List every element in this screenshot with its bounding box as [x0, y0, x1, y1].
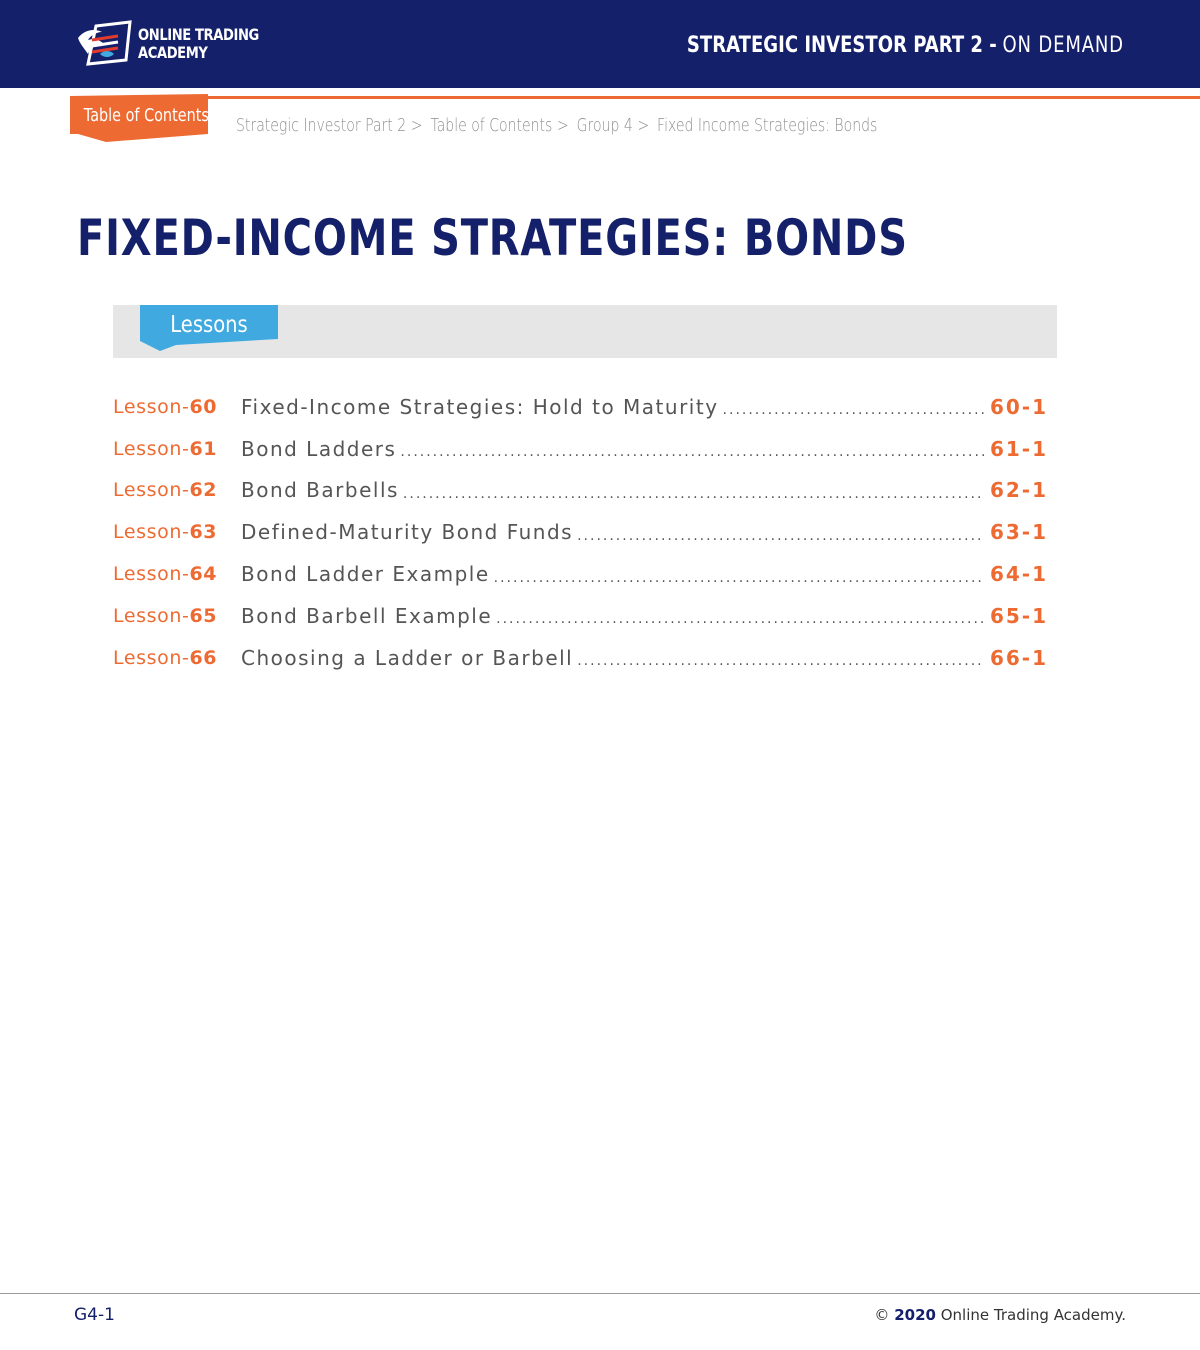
- page-title: FIXED-INCOME STRATEGIES: BONDS: [77, 209, 908, 267]
- lesson-number: 61: [189, 437, 218, 460]
- breadcrumb-item-current: Fixed Income Strategies: Bonds: [657, 115, 878, 136]
- lesson-prefix: Lesson-: [113, 479, 190, 502]
- dot-leader: [496, 604, 984, 627]
- lessons-tab: [140, 305, 278, 351]
- lesson-page-number[interactable]: 60-1: [989, 394, 1048, 419]
- lesson-number: 60: [189, 395, 218, 418]
- lesson-prefix: Lesson-: [113, 563, 190, 586]
- breadcrumb-item-toc[interactable]: Table of Contents: [430, 115, 553, 136]
- lesson-code: [113, 605, 241, 627]
- lesson-row[interactable]: [113, 637, 1048, 679]
- lesson-row[interactable]: [113, 553, 1048, 595]
- lesson-prefix: Lesson-: [113, 646, 190, 669]
- toc-tab-label: Table of Contents: [83, 105, 209, 126]
- lesson-page-number[interactable]: 62-1: [989, 478, 1048, 503]
- lesson-title[interactable]: Fixed-Income Strategies: Hold to Maturity: [241, 394, 719, 419]
- lesson-code: [113, 438, 241, 460]
- lesson-number: 63: [189, 521, 218, 544]
- lesson-prefix: Lesson-: [113, 604, 190, 627]
- lesson-title[interactable]: Bond Ladder Example: [241, 562, 490, 587]
- lesson-code: [113, 563, 241, 585]
- breadcrumb-separator: >: [637, 115, 650, 136]
- table-of-contents-tab[interactable]: [70, 94, 208, 146]
- dot-leader: [400, 437, 984, 460]
- header-bar: [0, 0, 1200, 88]
- lesson-row[interactable]: [113, 595, 1048, 637]
- lesson-number: 64: [189, 563, 218, 586]
- breadcrumb-separator: >: [410, 115, 423, 136]
- lesson-number: 66: [189, 646, 218, 669]
- lesson-page-number[interactable]: 66-1: [989, 645, 1048, 670]
- brand-name: [138, 26, 259, 62]
- course-title-bold: STRATEGIC INVESTOR PART 2 -: [687, 33, 997, 58]
- lesson-row[interactable]: [113, 511, 1048, 553]
- copyright-year: 2020: [894, 1306, 936, 1324]
- lesson-number: 62: [189, 479, 218, 502]
- lesson-title[interactable]: Bond Ladders: [241, 436, 397, 461]
- breadcrumb-separator: >: [557, 115, 569, 136]
- dot-leader: [577, 521, 984, 544]
- dot-leader: [494, 563, 984, 586]
- brand-line-1: ONLINE TRADING: [138, 25, 259, 44]
- lesson-page-number[interactable]: 64-1: [989, 562, 1048, 587]
- lesson-list: [113, 386, 1048, 679]
- lesson-code: [113, 521, 241, 543]
- lesson-title[interactable]: Bond Barbells: [241, 478, 399, 503]
- breadcrumb: [236, 113, 877, 139]
- breadcrumb-item-group[interactable]: Group 4: [576, 115, 633, 136]
- eagle-flag-icon: [74, 20, 134, 68]
- lesson-page-number[interactable]: 65-1: [989, 603, 1048, 628]
- course-title-light: ON DEMAND: [1002, 33, 1124, 58]
- footer-copyright: [874, 1304, 1126, 1326]
- footer-page-number: G4-1: [74, 1305, 115, 1325]
- dot-leader: [403, 479, 984, 502]
- lesson-code: [113, 479, 241, 501]
- lesson-number: 65: [189, 604, 218, 627]
- lesson-row[interactable]: [113, 470, 1048, 512]
- breadcrumb-item-course[interactable]: Strategic Investor Part 2: [236, 115, 407, 136]
- lesson-title[interactable]: Defined-Maturity Bond Funds: [241, 520, 574, 545]
- lesson-prefix: Lesson-: [113, 395, 190, 418]
- dot-leader: [723, 395, 984, 418]
- course-title: [687, 31, 1124, 61]
- lesson-title[interactable]: Choosing a Ladder or Barbell: [241, 645, 574, 670]
- lesson-page-number[interactable]: 63-1: [989, 520, 1048, 545]
- copyright-company: Online Trading Academy.: [940, 1306, 1126, 1324]
- footer-divider: [0, 1293, 1200, 1294]
- orange-divider: [208, 96, 1200, 99]
- dot-leader: [577, 646, 984, 669]
- lesson-code: [113, 647, 241, 669]
- brand-logo[interactable]: [74, 20, 259, 70]
- lesson-code: [113, 396, 241, 418]
- lesson-prefix: Lesson-: [113, 437, 190, 460]
- lesson-page-number[interactable]: 61-1: [989, 436, 1048, 461]
- copyright-symbol: ©: [874, 1306, 890, 1324]
- lesson-row[interactable]: [113, 428, 1048, 470]
- lessons-tab-label: Lessons: [170, 312, 248, 338]
- brand-line-2: ACADEMY: [138, 43, 208, 62]
- lesson-prefix: Lesson-: [113, 521, 190, 544]
- lesson-title[interactable]: Bond Barbell Example: [241, 603, 493, 628]
- lesson-row[interactable]: [113, 386, 1048, 428]
